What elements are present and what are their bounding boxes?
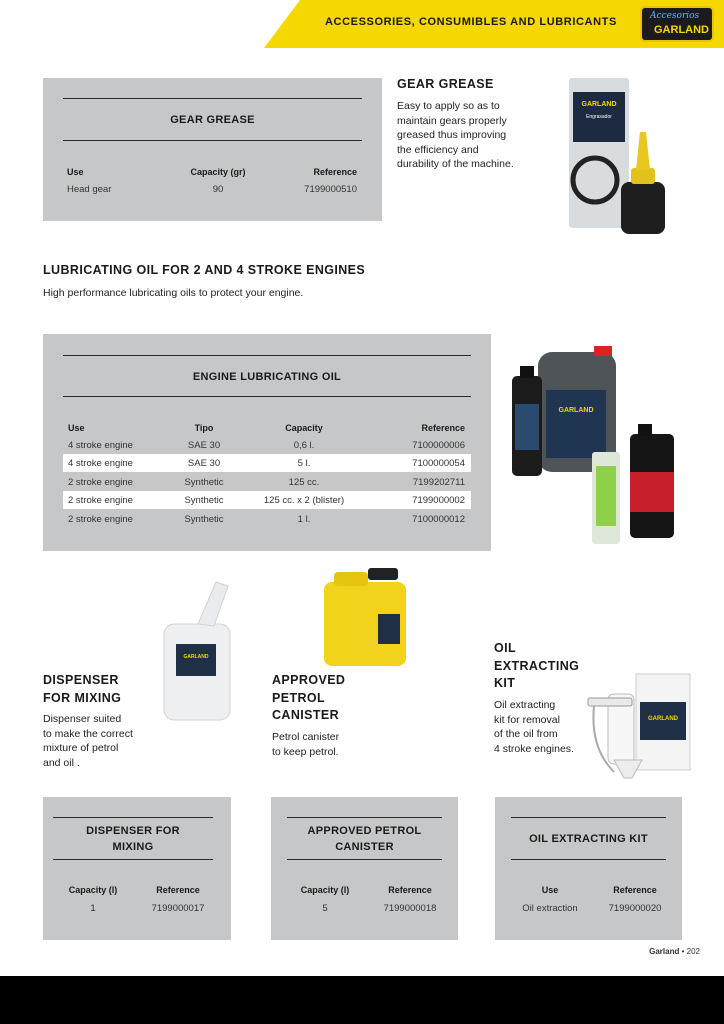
table-cell: 125 cc. x 2 (blister) (263, 495, 345, 506)
oil-extracting-table (495, 797, 682, 940)
table-rule (287, 859, 442, 860)
table-cell: Head gear (67, 184, 112, 195)
text-line: of the oil from (494, 728, 558, 740)
oil-extracting-description (494, 698, 574, 756)
title-line: MIXING (112, 841, 154, 853)
table-title: ENGINE LUBRICATING OIL (192, 371, 342, 383)
title-line: APPROVED PETROL (307, 825, 422, 837)
text-line: to keep petrol. (272, 745, 339, 758)
text-line: mixture of petrol (43, 742, 119, 754)
canister-description (272, 730, 339, 759)
oil-extracting-kit-photo (584, 668, 696, 786)
text-line: the efficiency and (397, 143, 479, 156)
heading-line: FOR MIXING (43, 690, 122, 705)
column-header: Capacity (gr) (190, 167, 246, 177)
table-rule (63, 98, 362, 99)
gear-grease-description (397, 99, 514, 172)
dispenser-heading (43, 672, 121, 707)
table-rule (53, 817, 213, 818)
garland-logo (640, 6, 714, 42)
canister-table (271, 797, 458, 940)
heading-line: APPROVED (272, 673, 346, 687)
column-header: Reference (421, 423, 465, 433)
table-rule (63, 355, 471, 356)
svg-text:Engrasador: Engrasador (586, 114, 612, 120)
table-cell: 7100000006 (412, 440, 465, 451)
text-line: Petrol canister (272, 731, 340, 743)
canister-product-photo (312, 562, 417, 672)
dispenser-product-photo (150, 574, 248, 722)
table-rule (63, 396, 471, 397)
heading-line: PETROL (272, 690, 326, 705)
column-header: Reference (388, 885, 432, 895)
logo-line1: Accesorios (650, 11, 700, 21)
table-cell: 7199202711 (412, 477, 465, 488)
text-line: kit for removal (494, 713, 560, 726)
heading-line: OIL (494, 641, 517, 655)
text-line: Easy to apply so as to (397, 100, 500, 112)
table-cell: 4 stroke engine (68, 458, 133, 469)
table-cell: 4 stroke engine (68, 440, 133, 451)
table-cell: Oil extraction (522, 903, 578, 914)
svg-text:GARLAND: GARLAND (183, 654, 209, 660)
text-line: Oil extracting (494, 699, 556, 711)
dispenser-description (43, 712, 133, 770)
table-rule (63, 140, 362, 141)
heading-line: CANISTER (272, 708, 340, 722)
text-line: maintain gears properly (397, 114, 507, 127)
column-header: Capacity (l) (68, 885, 118, 895)
page-number: 202 (686, 947, 700, 956)
svg-text:GARLAND: GARLAND (648, 716, 678, 722)
svg-text:GARLAND: GARLAND (581, 101, 617, 108)
table-cell: 1 (90, 903, 96, 914)
column-header: Reference (613, 885, 657, 895)
table-cell: Synthetic (184, 495, 224, 506)
title-line: CANISTER (335, 841, 394, 853)
heading-line: EXTRACTING (494, 658, 580, 673)
table-title: GEAR GREASE (170, 114, 255, 126)
engine-oil-products-photo (500, 342, 695, 552)
svg-text:GARLAND: GARLAND (558, 407, 594, 414)
table-cell: 5 l. (297, 458, 311, 469)
canister-heading (272, 672, 345, 725)
column-header: Use (67, 167, 84, 177)
gear-grease-heading: GEAR GREASE (397, 77, 494, 91)
table-rule (511, 817, 666, 818)
oil-extracting-heading (494, 640, 579, 693)
lubricating-oil-subtitle: High performance lubricating oils to protect your engine. (43, 287, 304, 299)
text-line: greased thus improving (397, 129, 507, 141)
table-cell: 125 cc. (288, 477, 320, 488)
table-cell: SAE 30 (187, 440, 221, 451)
table-cell: 1 l. (297, 514, 311, 525)
table-cell: 2 stroke engine (68, 477, 133, 488)
table-cell: 90 (212, 184, 224, 195)
table-rule (511, 859, 666, 860)
table-cell: 7100000012 (412, 514, 465, 525)
table-cell: 5 (322, 903, 328, 914)
text-line: to make the correct (43, 727, 133, 740)
column-header: Reference (313, 167, 357, 177)
table-cell: 7199000510 (304, 184, 357, 195)
gear-grease-product-photo (555, 72, 675, 242)
table-cell: 7100000054 (412, 458, 465, 469)
column-header: Tipo (194, 423, 214, 433)
table-cell: Synthetic (184, 514, 224, 525)
column-header: Use (68, 423, 85, 433)
text-line: durability of the machine. (397, 158, 514, 170)
table-cell: 0,6 l. (293, 440, 315, 451)
page-footer (649, 947, 700, 956)
table-cell: 7199000002 (412, 495, 465, 506)
table-cell: 7199000020 (608, 903, 662, 914)
text-line: 4 stroke engines. (494, 742, 574, 755)
page-title: ACCESSORIES, CONSUMIBLES AND LUBRICANTS (325, 16, 617, 28)
text-line: and oil . (43, 756, 80, 769)
column-header: Use (541, 885, 559, 895)
footer-brand: Garland (649, 947, 680, 956)
table-title: OIL EXTRACTING KIT (529, 833, 648, 845)
table-cell: 2 stroke engine (68, 495, 133, 506)
table-cell: 7199000018 (383, 903, 437, 914)
column-header: Reference (156, 885, 200, 895)
engine-oil-table (43, 334, 491, 551)
heading-line: KIT (494, 676, 516, 690)
footer-separator: • (681, 947, 685, 956)
table-title (281, 823, 448, 855)
table-cell: SAE 30 (187, 458, 221, 469)
dispenser-table (43, 797, 231, 940)
bottom-bar (0, 976, 724, 1024)
gear-grease-table (43, 78, 382, 221)
column-header: Capacity (l) (300, 885, 350, 895)
table-title (53, 823, 213, 855)
lubricating-oil-heading: LUBRICATING OIL FOR 2 AND 4 STROKE ENGINES (43, 263, 366, 277)
table-rule (287, 817, 442, 818)
table-rule (53, 859, 213, 860)
column-header: Capacity (285, 423, 323, 433)
logo-line2: GARLAND (654, 24, 709, 36)
text-line: Dispenser suited (43, 713, 122, 725)
table-cell: 7199000017 (151, 903, 205, 914)
table-cell: 2 stroke engine (68, 514, 133, 525)
heading-line: DISPENSER (43, 673, 119, 687)
title-line: DISPENSER FOR (86, 825, 180, 837)
table-cell: Synthetic (184, 477, 224, 488)
